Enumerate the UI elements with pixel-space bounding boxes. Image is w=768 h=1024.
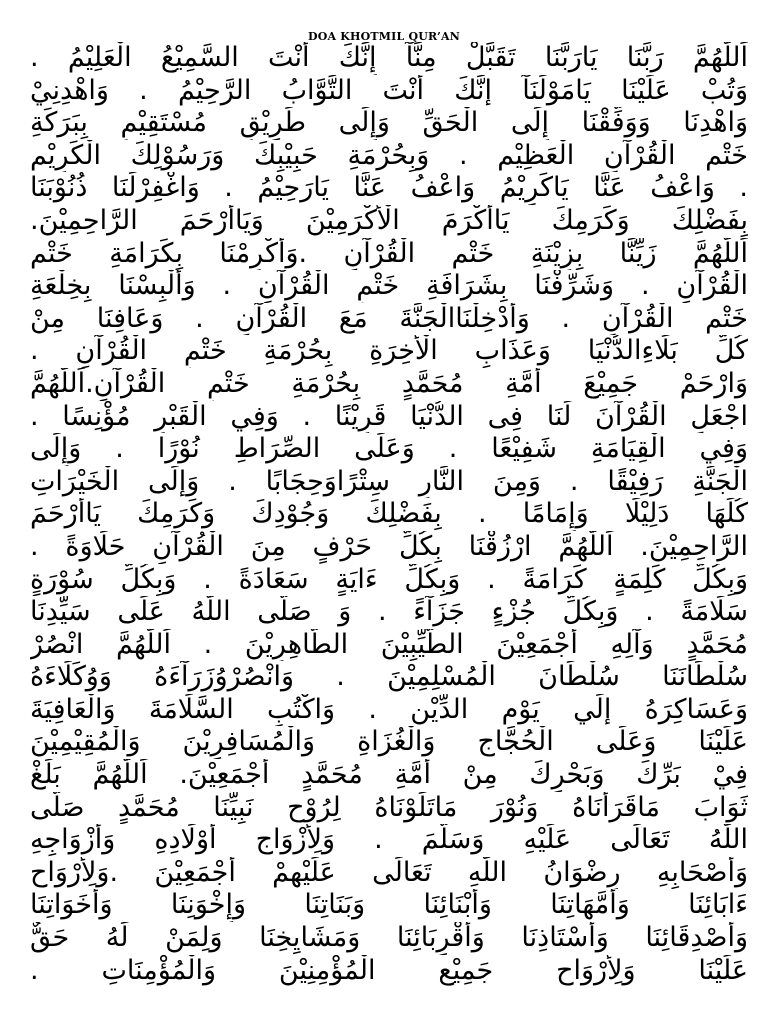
text-line: ءَابَائِنَا وَأُمَّهَاتِنَا وَأَبْنَائِنَا وَبَنَاتِنَا وَإِخْوَنِنَا وَأَخَوَاتِنَا [30, 889, 748, 921]
prayer-text-body [30, 42, 748, 1022]
text-line: وَتُبْ عَلَيْنَا يَامَوْلَنَآ إِنَّكَ أَنْتَ التَّوَّابُ الرَّحِيْمُ . وَاهْدِنِيْ [30, 74, 748, 106]
text-line: كُلِّ بَلَاءِالدُّنْيَا وَعَذَابِ الْأَخِرَةِ بِحُرْمَةِ خَتْمِ الْقُرْآنِ . [30, 335, 748, 367]
text-line: خَتْمِ الْقُرْآنِ الْعَظِيْمِ . وَبِحُرْمَةِ حَبِيْبِكَ وَرَسُوْلِكَ الْكَرِيْمِ [30, 139, 748, 171]
text-line: الْجَنَّةِ رَفِيْقًا . وَمِنَ النَّارِ سِتْرًاوَحِجَابًا . وَإِلَى الْخَيْرَاتِ [30, 465, 748, 497]
text-line: اَللّٰهُمَّ زَيِّنَّا بِزِيْنَةِ خَتْمِ الْقُرْآنِ .وَأَكْرِمْنَا بِكَرَامَةِ خَتْمِ [30, 237, 748, 269]
text-line: سَلَامَةً . وَبِكُلِّ جُزْءٍ جَزَآءً . وَ صَلَّى اللّٰهُ عَلَى سَيِّدِنَا [30, 596, 748, 628]
text-line: وَاهْدِنَا وَوَفِّقْنَا إِلَى الْحَقِّ وَإِلَى طَرِيْقٍ مُسْتَقِيْمٍ بِبَرَكَةِ [30, 107, 748, 139]
text-line: . وَاعْفُ عَنَّا يَاكَرِيْمُ وَاعْفُ عَنَّا يَارَحِيْمُ . وَاغْفِرْلَنَا ذُنُوْبَنَا [30, 172, 748, 204]
text-line: اَللّٰهُمَّ رَبَّنَا يَارَبَّنَا تَقَبَّلْ مِنَّآ إِنَّكَ أَنْتَ السَّمِيْعُ الْعَلِيْمُ . [30, 42, 748, 73]
text-line: مُحَمَّدٍ وَآلِهِ أَجْمَعِيْنَ الطَّيِّبِيْنَ الطَّاهِرِيْنَ . اَللّٰهُمَّ انْصُرْ [30, 628, 748, 660]
text-line: خَتْمِ الْقُرْآنِ . وَأَدْخِلْنَاالْجَنَّةَ مَعَ الْقُرْآنِ . وَعَافِنَا مِنْ [30, 302, 748, 334]
text-line: وَبِكُلِّ كَلِمَةٍ كَرَامَةً . وَبِكُلِّ ءَايَةٍ سَعَادَةً . وَبِكُلِّ سُوْرَةٍ [30, 563, 748, 595]
text-line: وَارْحَمْ جَمِيْعَ أُمَّةِ مُحَمَّدٍ بِحُرْمَةِ خَتْمِ الْقُرْآنِ.اَللّٰهُمَّ [30, 367, 748, 399]
text-line: الرَّاحِمِيْنَ. اَللّٰهُمَّ ارْزُقْنَا بِكُلِّ حَرْفٍ مِنَ الْقُرْآنِ حَلَاوَةً . [30, 530, 748, 562]
text-line: اجْعَلِ الْقُرْآنَ لَنَا فِى الدُّنْيَا قَرِيْنًا . وَفِي الْقَبْرِ مُؤْنِسًا . [30, 400, 748, 432]
text-line: وَفِي الْقِيَامَةِ شَفِيْعًا . وَعَلَى الصِّرَاطِ نُوْرًا . وَإِلَى [30, 433, 748, 465]
text-line: عَلَيْنَا وَعَلَى الْحُجَّاجِ وَالْغُزَاةِ وَالْمُسَافِرِيْنَ وَالْمُقِيْمِيْنَ [30, 726, 748, 758]
document-title: DOA KHOTMIL QUR’AN [307, 30, 461, 43]
text-line: سُلْطَانَنَا سُلْطَانَ الْمُسْلِمِيْنَ . وَانْصُرْوُزَرَآءَهُ وَوُكَلَاءَهُ [30, 661, 748, 693]
text-line: وَعَسَاكِرَهُ إِلَي يَوْمِ الدِّيْنِ . وَاكْتُبِ السَّلَامَةَ وَالْعَافِيَةَ [30, 693, 748, 725]
text-line: اللّٰهُ تَعَالَى عَلَيْهِ وَسَلَّمَ . وَلِأَزْوَاجِ أَوْلَادِهِ وَأَزْوَاجِهِ [30, 824, 748, 856]
text-line: الْقُرْآنِ . وَشَرِّفْنَا بِشَرَافَةِ خَتْمِ الْقُرْآنِ . وَأَلْبِسْنَا بِخِلْعَةِ [30, 270, 748, 302]
text-line: عَلَيْنَا وَلِأَرْوَاحِ جَمِيْعِ الْمُؤْمِنِيْنَ وَالْمُؤْمِنَاتِ . [30, 954, 748, 986]
text-line: كُلِّهَا دَلِيْلًا وَإِمَامًا . بِفَضْلِكَ وَجُوْدِكَ وَكَرَمِكَ يَاأَرْحَمَ [30, 498, 748, 530]
text-line: بِفَضْلِكَ وَكَرَمِكَ يَاأَكْرَمَ الْأَكْرَمِيْنَ وَيَاأَرْحَمَ الرَّاحِمِيْنَ. [30, 204, 748, 236]
text-line: وَأَصْدِقَائِنَا وَأَسْتَاذِنَا وَأَقْرِبَائِنَا وَمَشَايِخِنَا وَلِمَنْ لَهُ حَقٌّ [30, 922, 748, 954]
text-line: فِيْ بَرِّكَ وَبَحْرِكَ مِنْ أُمَّةِ مُحَمَّدٍ أَجْمَعِيْنَ. اَللّٰهُمَّ بَلِّغْ [30, 759, 748, 791]
text-line: وَأَصْحَابِهِ رِضْوَانُ اللّٰهِ تَعَالَى عَلَيْهِمْ أَجْمَعِيْنَ .وَلِأَرْوَاحِ [30, 856, 748, 888]
text-line: ثَوَابَ مَاقَرَأْنَاهُ وَنُوْرَ مَاتَلَوْنَاهُ لِرُوْحِ نَبِيِّنَا مُحَمَّدٍ صَلَّى [30, 791, 748, 823]
